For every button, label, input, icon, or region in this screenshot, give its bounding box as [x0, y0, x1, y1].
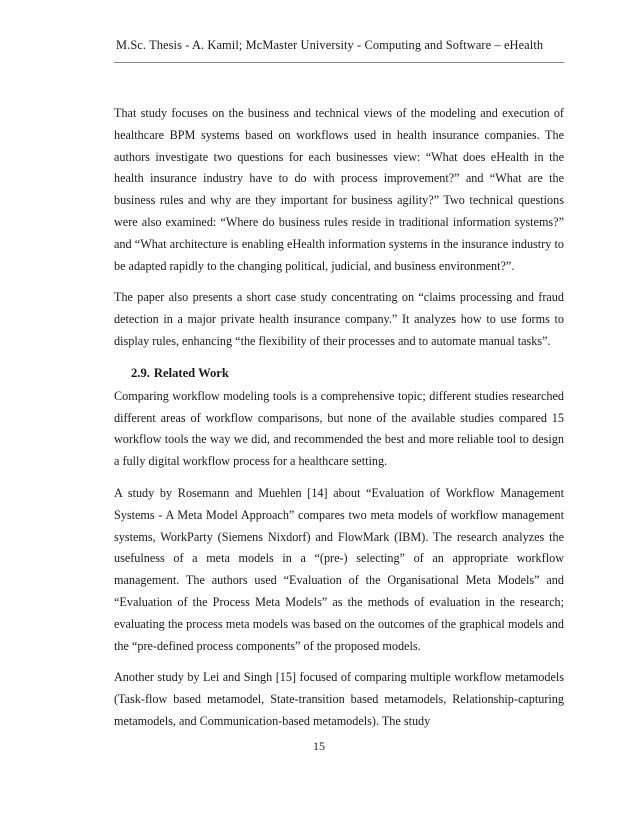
running-header: M.Sc. Thesis - A. Kamil; McMaster University - Computing and Software – eHealth [116, 38, 544, 52]
paragraph-case-study: The paper also presents a short case study concentrating on “claims processing and fraud detection in a major private health insurance company.” It analyzes how to use forms to display rules, enhancing “the flexibility of their processes and to automate manual tasks”. [114, 290, 564, 348]
paragraph-study-focus: That study focuses on the business and technical views of the modeling and execution of healthcare BPM systems based on workflows used in health insurance companies. The authors investigate two questions for each businesses view: “What does eHealth in the health insurance industry have to do with process improvement?” and “What are the business rules and why are they important for business agility?” Two technical questions were also examined: “Where do business rules reside in traditional information systems?” and “What architecture is enabling eHealth information systems in the insurance industry to be adapted rapidly to the changing political, judicial, and business environment?”. [114, 106, 564, 273]
section-title: Related Work [153, 365, 229, 380]
section-number: 2.9. [131, 365, 150, 380]
header-divider [114, 62, 564, 63]
page-body [114, 103, 564, 743]
page-number: 15 [313, 739, 325, 753]
section-heading [131, 363, 564, 384]
paragraph-lei-singh: Another study by Lei and Singh [15] focused of comparing multiple workflow metamodels (Task-flow based metamodel, State-transition based metamodels, Relationship-capturing metamodels, and Communication-based metamodels). The study [114, 670, 564, 728]
paragraph-related-work: Comparing workflow modeling tools is a comprehensive topic; different studies researched different areas of workflow comparisons, but none of the available studies compared 15 workflow tools the way we did, and recommended the best and more reliable tool to design a fully digital workflow process for a healthcare setting. [114, 388, 564, 469]
paragraph-rosemann-muehlen: A study by Rosemann and Muehlen [14] about “Evaluation of Workflow Management Systems - A Meta Model Approach” compares two meta models of workflow management systems, WorkParty (Siemens Nixdorf) and FlowMark (IBM). The research analyzes the usefulness of a meta models in a “(pre-) selecting” of an appropriate workflow management. The authors used “Evaluation of the Organisational Meta Models” and “Evaluation of the Process Meta Models” as the methods of evaluation in the research; evaluating the process meta models was based on the outcomes of the graphical models and the “pre-defined process components” of the proposed models. [114, 485, 564, 653]
